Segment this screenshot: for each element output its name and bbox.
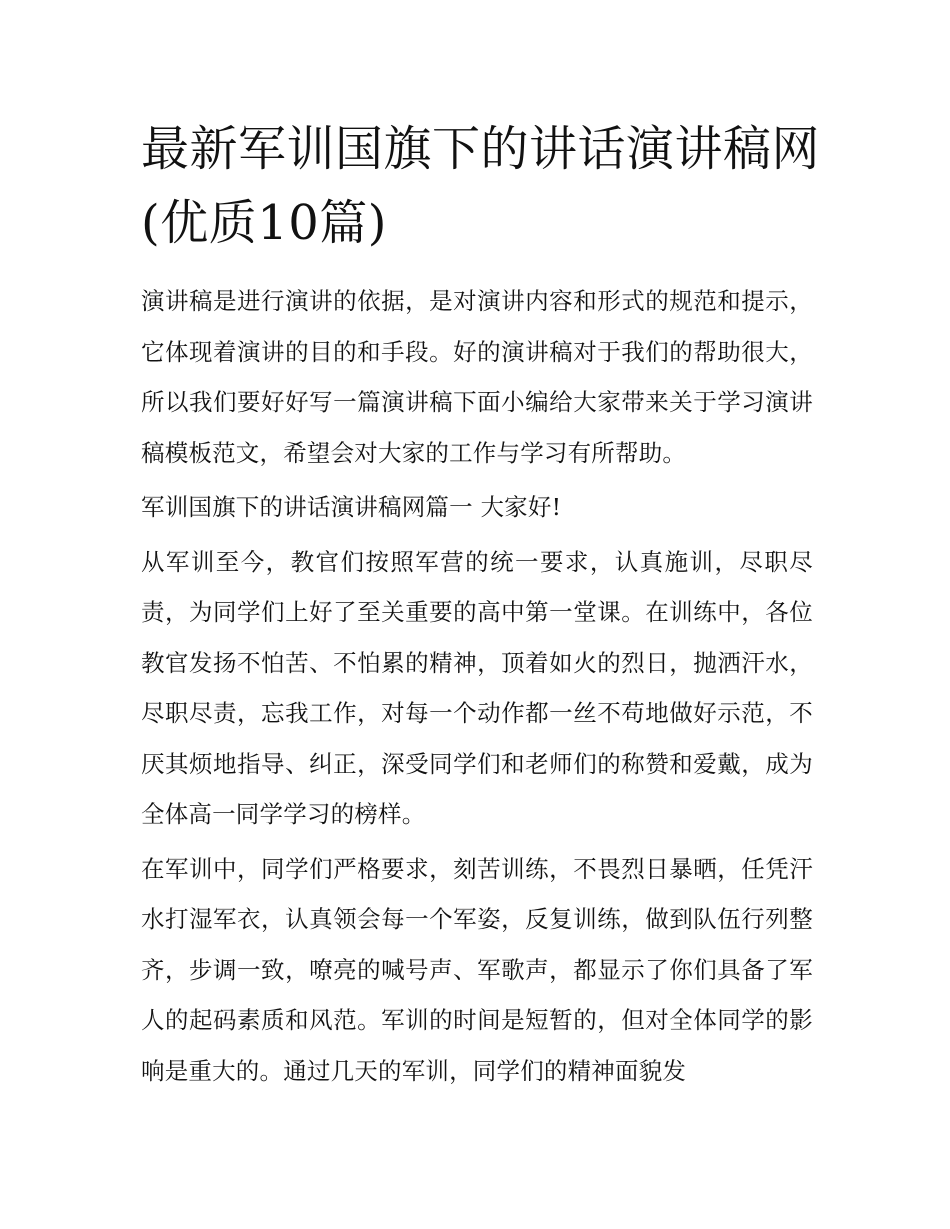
document-body: [141, 276, 813, 1100]
instructors-paragraph: 从军训至今，教官们按照军营的统一要求，认真施训，尽职尽责，为同学们上好了至关重要的高中第一堂课。在训练中，各位教官发扬不怕苦、不怕累的精神，顶着如火的烈日，抛洒汗水，尽职尽责，忘我工作，对每一个动作都一丝不苟地做好示范，不厌其烦地指导、纠正，深受同学们和老师们的称赞和爱戴，成为全体高一同学学习的榜样。: [141, 547, 813, 828]
document-title: 最新军训国旗下的讲话演讲稿网(优质10篇): [141, 121, 821, 251]
intro-paragraph: 演讲稿是进行演讲的依据，是对演讲内容和形式的规范和提示，它体现着演讲的目的和手段。好的演讲稿对于我们的帮助很大，所以我们要好好写一篇演讲稿下面小编给大家带来关于学习演讲稿模板范文，希望会对大家的工作与学习有所帮助。: [141, 287, 813, 467]
students-paragraph: 在军训中，同学们严格要求，刻苦训练，不畏烈日暴晒，任凭汗水打湿军衣，认真领会每一个军姿，反复训练，做到队伍行列整齐，步调一致，嘹亮的喊号声、军歌声，都显示了你们具备了军人的起码素质和风范。军训的时间是短暂的，但对全体同学的影响是重大的。通过几天的军训，同学们的精神面貌发: [141, 854, 813, 1085]
section-heading-paragraph: 军训国旗下的讲话演讲稿网篇一 大家好!: [141, 493, 562, 521]
